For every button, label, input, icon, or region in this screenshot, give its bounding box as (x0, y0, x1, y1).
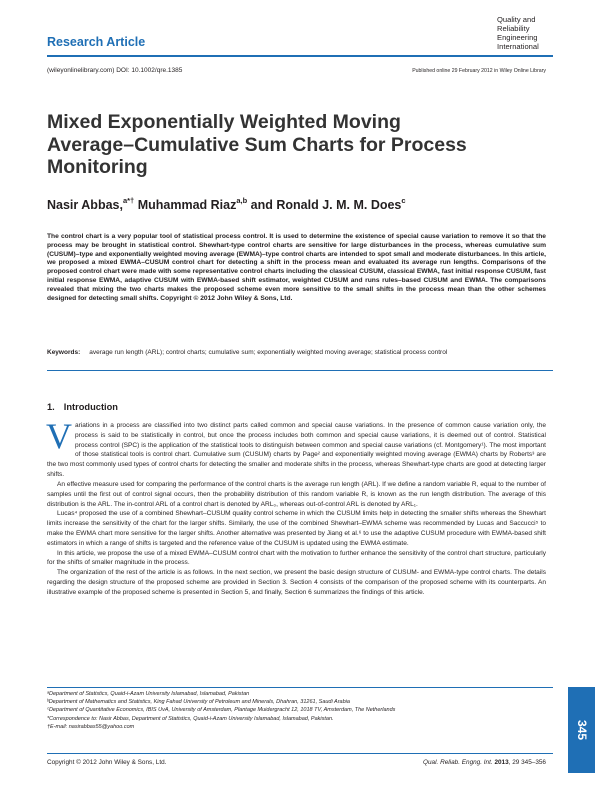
author-name: Muhammad Riaz (137, 198, 237, 213)
body-text (46, 416, 546, 598)
keywords-list: average run length (ARL); control charts; cumulative sum; exponentially weighted moving average; statistical process control (89, 349, 448, 356)
footnote: *Correspondence to: Nasir Abbas, Department of Statistics, Quaid-i-Azam University Islamabad, Islamabad, Pakistan. (47, 715, 334, 722)
section-heading (47, 402, 118, 412)
paragraph (46, 416, 546, 480)
author-name: and Ronald J. M. M. Does (250, 198, 402, 213)
page-number: 345 (574, 719, 589, 741)
journal-name-line: International (497, 41, 539, 51)
paragraph: Lucas⁴ proposed the use of a combined Shewhart–CUSUM quality control scheme in which the CUSUM limits help in detecting the smaller shifts whereas the Shewhart limits increase the sensitivity of the chart for the larger shifts. Similarly, the use of the combined Shewhart–EWMA scheme was recommended by Lucas and Saccucci⁵ to make the EWMA chart more sensitive for the larger shifts. Another alternative was presented by Jiang et al.⁶ to use the adaptive CUSUM procedure with EWMA-based shift estimators in which a range of shifts is targeted and the reference value of the CUSUM is updated using the EWMA estimate. (47, 510, 546, 547)
keywords-label: Keywords: (47, 349, 81, 356)
paragraph: The organization of the rest of the article is as follows. In the next section, we present the basic design structure of CUSUM- and EWMA-type control charts. The details regarding the design structure of the proposed scheme are provided in Section 3. Section 4 consists of the comparison of the proposed scheme with its counterparts. An illustrative example of the proposed scheme is presented in Section 5, and finally, Section 6 summarizes the findings of this article. (47, 569, 546, 596)
page-number-tab (568, 687, 595, 773)
citation-pages: , 29 345–356 (508, 759, 546, 766)
citation-year: 2013 (494, 759, 509, 766)
citation (423, 759, 546, 766)
keywords-rule (47, 370, 553, 371)
section-label: Research Article (47, 35, 146, 49)
keywords-line (47, 349, 557, 356)
footnote: ᵇDepartment of Mathematics and Statistics, King Fahad University of Petroleum and Minerals, Dhahran, 31261, Saudi Arabia (47, 699, 350, 706)
journal-name-line: Quality and (497, 15, 536, 24)
footnote: ᶜDepartment of Quantitative Economics, IBIS UvA, University of Amsterdam, Plantage Muidergracht 12, 1018 TV, Amsterdam, The Netherlands (47, 707, 396, 714)
author-affiliation-marker: a*† (122, 196, 135, 205)
footnote: ᵃDepartment of Statistics, Quaid-i-Azam University Islamabad, Islamabad, Pakistan (47, 691, 250, 697)
journal-name-line: Reliability (497, 23, 530, 33)
affiliation-footnotes (47, 690, 537, 731)
footer-rule (47, 753, 553, 754)
doi-line[interactable]: (wileyonlinelibrary.com) DOI: 10.1002/qre.1385 (47, 67, 183, 74)
article-title: Mixed Exponentially Weighted Moving Average–Cumulative Sum Charts for Process Monitoring (47, 111, 467, 178)
journal-name (497, 16, 577, 52)
author-list (47, 197, 406, 212)
author-affiliation-marker: c (401, 196, 406, 205)
publication-line: Published online 29 February 2012 in Wiley Online Library (412, 68, 546, 74)
journal-name-line: Engineering (497, 32, 538, 42)
footnote: †E-mail: nasirabbas55@yahoo.com (47, 723, 135, 730)
citation-journal: Qual. Reliab. Engng. Int. (423, 759, 493, 766)
header-rule (47, 55, 553, 57)
section-number: 1. (47, 402, 55, 412)
section-title: Introduction (63, 402, 118, 412)
copyright: Copyright © 2012 John Wiley & Sons, Ltd. (47, 759, 167, 766)
paragraph: An effective measure used for comparing the performance of the control charts is the average run length (ARL). If we define a random variable R, equal to the number of samples until the first out of control signal occurs, then the probability distribution of this random variable R, is known as the run length distribution. The average of this distribution is the ARL. The in-control ARL of a control chart is denoted by ARL₀, whereas out-of-control ARL is denoted by ARL₁. (47, 480, 546, 508)
drop-cap: V (46, 416, 72, 456)
paragraph: In this article, we propose the use of a mixed EWMA–CUSUM control chart with the motivation to further enhance the sensitivity of the control chart structure, particularly for the shifts of smaller magnitude in the process. (47, 549, 546, 567)
footnote-rule (47, 687, 553, 688)
author-name: Nasir Abbas, (47, 198, 123, 213)
author-affiliation-marker: a,b (236, 196, 248, 205)
paragraph-text: ariations in a process are classified into two distinct parts called common and special cause variations. In the presence of common cause variation only, the process is said to be statistically in control, but once the process includes both common and special cause variations, it is deemed out of control. Statistical process control (SPC) is the application of the statistical tools to distinguish between common and special cause variations (cf. Montgomery¹). The most important of those statistical tools is control chart. Cumulative sum (CUSUM) charts by Page² and exponentially weighted moving average (EWMA) charts by Roberts³ are the two most commonly used types of control charts for detecting the smaller and moderate shifts in the process, whereas Shewhart-type charts are good at detecting larger shifts. (47, 422, 546, 479)
abstract: The control chart is a very popular tool of statistical process control. It is used to determine the existence of special cause variation to remove it so that the process may be brought in statistical control. Shewhart-type control charts are sensitive for large disturbances in the process, whereas cumulative sum (CUSUM)–type and exponentially weighted moving average (EWMA)–type control charts are intended to spot small and moderate disturbances. In this article, we proposed a mixed EWMA–CUSUM control chart for detecting a shift in the process mean and evaluated its average run lengths. Comparisons of the proposed control chart were made with some representative control charts including the classical CUSUM, classical EWMA, fast initial response CUSUM, fast initial response EWMA, adaptive CUSUM with EWMA-based shift estimator, weighted CUSUM and runs rules–based CUSUM and EWMA. The comparisons revealed that mixing the two charts makes the proposed scheme even more sensitive to the small shifts in the process mean than the other schemes designed for detecting small shifts. Copyright © 2012 John Wiley & Sons, Ltd. (47, 233, 546, 302)
